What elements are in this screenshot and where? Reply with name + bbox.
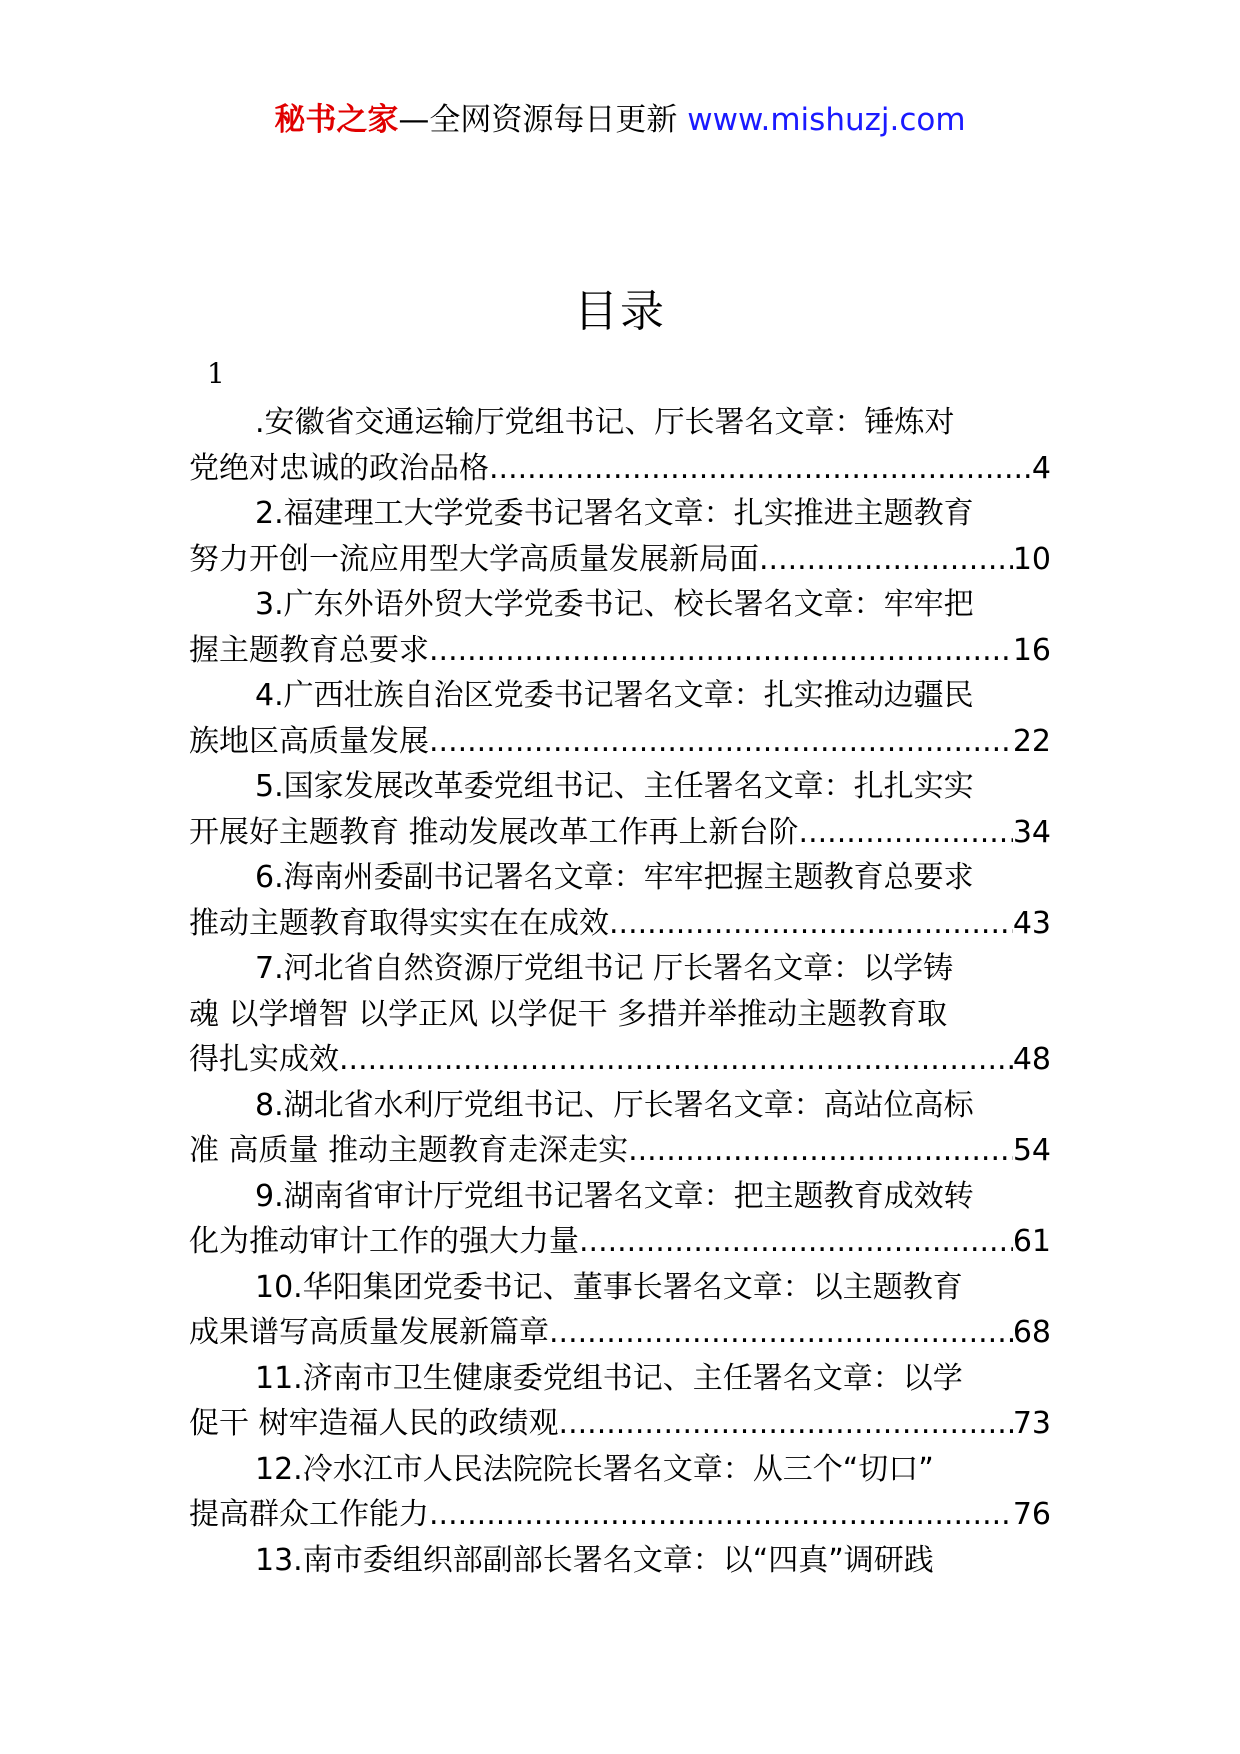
toc-leader-dots: [549, 1310, 1013, 1356]
toc-leader-dots: [609, 901, 1013, 947]
toc-entry-line: 10.华阳集团党委书记、董事长署名文章：以主题教育: [255, 1269, 963, 1305]
toc-entry-line: 4.广西壮族自治区党委书记署名文章：扎实推动边疆民: [255, 678, 974, 713]
toc-entry-line: 7.河北省自然资源厅党组书记 厅长署名文章：以学铸: [255, 951, 954, 986]
toc-entry[interactable]: [189, 400, 1051, 491]
toc-first-number: 1: [207, 357, 225, 390]
toc-entry[interactable]: [189, 855, 1051, 946]
page-title: 目录: [574, 286, 666, 337]
toc-leader-dots: [339, 1037, 1013, 1083]
toc-entry-line: 3.广东外语外贸大学党委书记、校长署名文章：牢牢把: [255, 587, 974, 622]
toc-entry[interactable]: [189, 673, 1051, 764]
toc-page-number: 22: [1012, 723, 1051, 759]
toc-entry-line: 5.国家发展改革委党组书记、主任署名文章：扎扎实实: [255, 769, 974, 804]
toc-entry-line: [189, 537, 1051, 583]
toc-entry-text: 化为推动审计工作的强大力量: [189, 1224, 579, 1259]
toc-entry-line: [189, 810, 1051, 856]
toc-entry-text: 提高群众工作能力: [189, 1497, 429, 1532]
toc-entry-line: 13.南市委组织部副部长署名文章：以“四真”调研践: [255, 1542, 934, 1578]
toc-leader-dots: [489, 446, 1032, 492]
toc-page-number: 54: [1012, 1133, 1051, 1168]
toc-entry-text: 握主题教育总要求: [189, 632, 429, 668]
site-slogan: —全网资源每日更新: [398, 102, 678, 138]
toc-entry-line: [189, 1492, 1051, 1538]
toc-page-number: 10: [1012, 541, 1051, 577]
toc-entry[interactable]: [189, 1356, 1051, 1447]
toc-leader-dots: [759, 537, 1013, 583]
toc-entry-text: 推动主题教育取得实实在在成效: [189, 905, 609, 941]
site-header: [0, 100, 1240, 140]
toc-entry[interactable]: [189, 1265, 1051, 1356]
toc-leader-dots: [799, 810, 1013, 856]
toc-page-number: 76: [1012, 1497, 1051, 1532]
toc-entry-line: [189, 719, 1051, 765]
toc-entry-line: .安徽省交通运输厅党组书记、厅长署名文章：锤炼对: [255, 405, 955, 440]
toc-entry-line: [189, 1219, 1051, 1265]
toc-page-number: 61: [1012, 1224, 1051, 1259]
toc-entry-line: 6.海南州委副书记署名文章：牢牢把握主题教育总要求: [255, 860, 974, 895]
toc-entry-line: [189, 1310, 1051, 1356]
site-brand: 秘书之家: [274, 102, 399, 138]
toc-leader-dots: [628, 1128, 1013, 1174]
toc-entry-line: 8.湖北省水利厅党组书记、厅长署名文章：高站位高标: [255, 1087, 974, 1123]
toc-entry[interactable]: [189, 946, 1051, 1083]
toc-entry-line: 魂 以学增智 以学正风 以学促干 多措并举推动主题教育取: [189, 996, 948, 1032]
toc-entry[interactable]: [189, 582, 1051, 673]
toc-entry[interactable]: [189, 1538, 1051, 1584]
toc-page-number: 43: [1012, 905, 1051, 941]
toc-leader-dots: [429, 1492, 1013, 1538]
toc-entry-line: 12.冷水江市人民法院院长署名文章：从三个“切口”: [255, 1451, 934, 1487]
toc-entry-text: 族地区高质量发展: [189, 723, 429, 759]
toc-leader-dots: [429, 628, 1013, 674]
toc-entry-text: 成果谱写高质量发展新篇章: [189, 1315, 549, 1350]
toc-page-number: 34: [1012, 814, 1051, 850]
toc-entry-line: [189, 901, 1051, 947]
toc-entry-line: [189, 1128, 1051, 1174]
toc-page-number: 4: [1031, 450, 1051, 486]
toc-entry-line: 11.济南市卫生健康委党组书记、主任署名文章：以学: [255, 1360, 963, 1396]
toc-leader-dots: [429, 719, 1013, 765]
toc-entry-text: 党绝对忠诚的政治品格: [189, 450, 489, 486]
toc-entry[interactable]: [189, 1447, 1051, 1538]
table-of-contents: [189, 400, 1051, 1583]
toc-entry-text: 促干 树牢造福人民的政绩观: [189, 1406, 559, 1441]
toc-entry-line: [189, 1037, 1051, 1083]
toc-page-number: 68: [1012, 1315, 1051, 1350]
toc-entry-text: 得扎实成效: [189, 1042, 339, 1077]
toc-entry[interactable]: [189, 491, 1051, 582]
toc-page-number: 73: [1012, 1406, 1051, 1441]
toc-entry-text: 准 高质量 推动主题教育走深走实: [189, 1133, 629, 1168]
toc-entry-line: [189, 1401, 1051, 1447]
toc-entry-line: [189, 446, 1051, 492]
toc-entry-text: 努力开创一流应用型大学高质量发展新局面: [189, 541, 759, 577]
toc-leader-dots: [559, 1401, 1013, 1447]
toc-entry[interactable]: [189, 1174, 1051, 1265]
site-url-link[interactable]: www.mishuzj.com: [687, 102, 966, 138]
toc-entry[interactable]: [189, 1083, 1051, 1174]
toc-entry-line: [189, 628, 1051, 674]
toc-leader-dots: [579, 1219, 1013, 1265]
toc-entry[interactable]: [189, 764, 1051, 855]
toc-page-number: 16: [1012, 632, 1051, 668]
toc-entry-text: 开展好主题教育 推动发展改革工作再上新台阶: [189, 814, 799, 850]
toc-entry-line: 2.福建理工大学党委书记署名文章：扎实推进主题教育: [255, 496, 974, 531]
toc-page-number: 48: [1012, 1042, 1051, 1077]
toc-entry-line: 9.湖南省审计厅党组书记署名文章：把主题教育成效转: [255, 1178, 974, 1214]
